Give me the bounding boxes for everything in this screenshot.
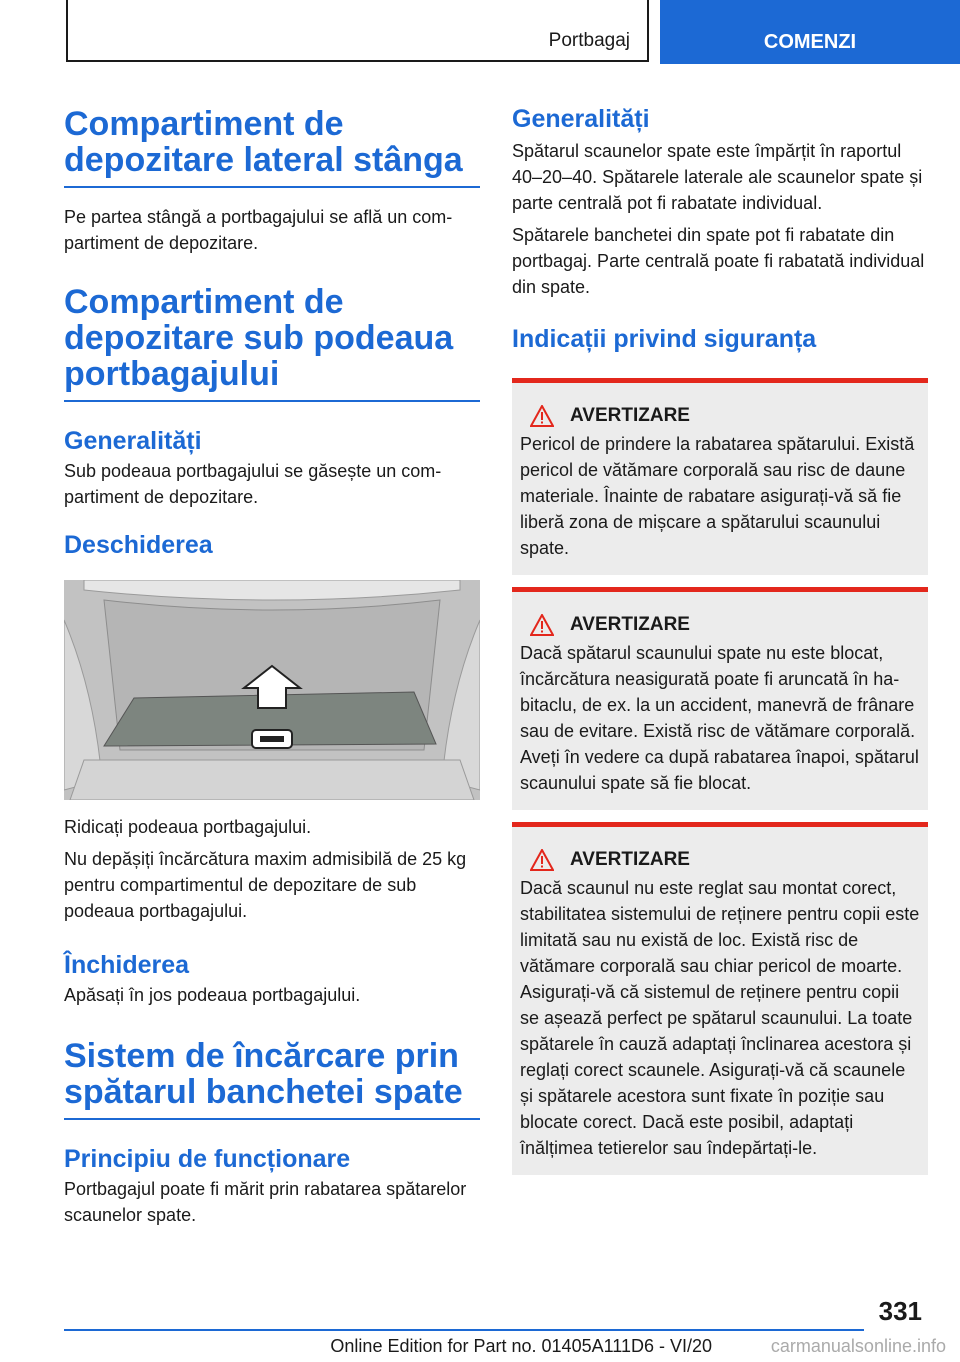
- warning-text-2: Dacă spătarul scaunului spate nu este blocat, încărcătura neasigurată poate fi aruncată în habitaclu, de ex. la un accident, manevră de frânare sau de evitare. Există risc de vătămare corporală. Aveți în vedere ca după rabatarea înapoi, spătarul scaunului spate să fie blocat.: [520, 643, 919, 793]
- heading-opening: Deschiderea: [64, 531, 213, 559]
- warning-box-3: [512, 822, 928, 1175]
- trunk-floor-illustration: [64, 580, 480, 800]
- text-open-step1: Ridicați podeaua portbagajului.: [64, 817, 312, 837]
- text-side-compartment: Pe partea stângă a portbagajului se află un compartiment de depozitare.: [64, 207, 453, 253]
- heading-side-compartment: Compartiment de depozitare lateral stânga: [64, 106, 480, 188]
- header-section-title: Portbagaj: [548, 30, 630, 51]
- heading-safety: Indicații privind siguranța: [512, 325, 817, 353]
- text-open-step2: Nu depășiți încărcătura maxim admisibilă de 25 kg pentru compartimentul de depozitare de sub podeaua portbagajului.: [64, 849, 467, 921]
- heading-closing: Închiderea: [64, 951, 190, 979]
- left-column: [64, 100, 480, 1228]
- warning-title-2: AVERTIZARE: [570, 614, 690, 635]
- watermark: carmanualsonline.info: [770, 1336, 946, 1356]
- warning-triangle-icon: [530, 405, 554, 427]
- trunk-floor-drawing: [64, 580, 480, 800]
- warning-box-1: [512, 378, 928, 575]
- text-general-right-1: Spătarul scaunelor spate este împărțit în raportul 40–20–40. Spătarele laterale ale scaunelor spate și parte centrală pot fi rabatate individual.: [512, 141, 923, 213]
- warning-header-3: [530, 849, 920, 871]
- heading-general-left: Generalități: [64, 427, 202, 455]
- edition-text: Online Edition for Part no. 01405A111D6 - VI/20: [330, 1336, 712, 1356]
- page-number: 331: [878, 1296, 922, 1326]
- heading-function-principle: Principiu de funcționare: [64, 1145, 351, 1173]
- warning-triangle-icon: [530, 849, 554, 871]
- text-function-principle: Portbagajul poate fi mărit prin rabatarea spătarelor scaunelor spate.: [64, 1179, 467, 1225]
- heading-floor-compartment: Compartiment de depozitare sub podeaua portbagajului: [64, 284, 480, 402]
- heading-loading-system: Sistem de încărcare prin spătarul banchetei spate: [64, 1038, 480, 1120]
- header-chapter-label: COMENZI: [763, 31, 857, 53]
- text-general-left: Sub podeaua portbagajului se găsește un compartiment de depozitare.: [64, 461, 442, 507]
- footer-divider: [64, 1329, 864, 1331]
- warning-header-1: [530, 405, 920, 427]
- heading-general-right: Generalități: [512, 105, 650, 133]
- warning-title-1: AVERTIZARE: [570, 405, 690, 426]
- warning-box-2: [512, 587, 928, 810]
- warning-text-1: Pericol de prindere la rabatarea spătarului. Există pericol de vătămare corporală sau risc de daune materiale. Înainte de rabatare asigurați-vă să fie liberă zona de mișcare a spătarului scaunului spate.: [520, 434, 915, 558]
- warning-text-3: Dacă scaunul nu este reglat sau montat corect, stabilitatea sistemului de reținere pentru copii este limitată sau nu există de loc. Există risc de vătămare corporală sau chiar pericol de moarte. Asigurați-vă că sistemul de reținere pentru copii se așează perfect pe spătarul scaunului. La toate spătarele în cauză adaptați înclinarea acestora și reglați corect scaunele. Asigurați-vă că scaunele și spătarele acestora sunt fixate în poziție sau blocate corect. Dacă este posibil, adaptați înălțimea tetierelor sau îndepărtați-le.: [520, 878, 920, 1158]
- warning-triangle-icon: [530, 614, 554, 636]
- right-column: [512, 100, 928, 1175]
- header-chapter-tab[interactable]: [660, 0, 960, 64]
- warning-header-2: [530, 614, 920, 636]
- text-general-right-2: Spătarele banchetei din spate pot fi rabatate din portbagaj. Parte centrală poate fi rabatată individual din spate.: [512, 225, 925, 297]
- text-closing: Apăsați în jos podeaua portbagajului.: [64, 985, 361, 1005]
- warning-title-3: AVERTIZARE: [570, 849, 690, 870]
